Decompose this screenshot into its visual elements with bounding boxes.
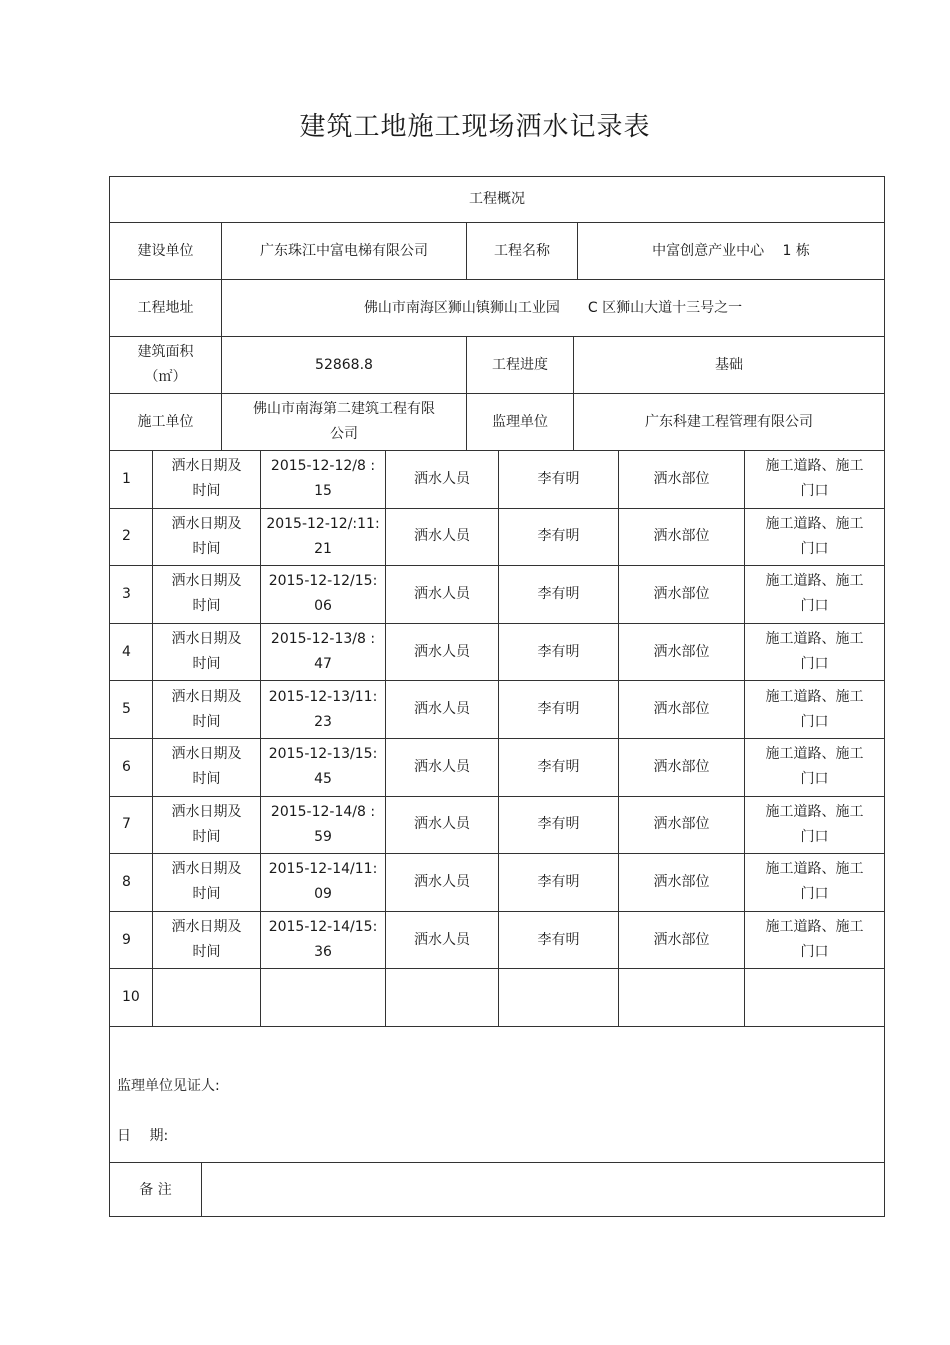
address-label: 工程地址	[137, 299, 194, 316]
record-date-label-line1: 洒水日期及	[171, 803, 242, 820]
area-label-line2: （㎡）	[144, 369, 187, 385]
record-part-label: 洒水部位	[653, 816, 710, 833]
record-person: 李有明	[537, 931, 580, 948]
record-person: 李有明	[537, 873, 580, 890]
project-name-value: 中富创意产业中心 1 栋	[652, 242, 810, 259]
record-datetime-line1: 2015-12-12/:11:	[266, 515, 380, 532]
record-datetime	[261, 797, 385, 854]
record-date-label	[153, 854, 260, 911]
record-part-line2: 门口	[800, 656, 829, 673]
record-part	[745, 854, 884, 911]
record-datetime	[261, 854, 385, 911]
record-part	[745, 451, 884, 508]
constructor-value-line2: 公司	[330, 426, 358, 442]
page-title: 建筑工地施工现场洒水记录表	[299, 112, 651, 142]
record-date-label-line1: 洒水日期及	[171, 573, 242, 590]
record-person: 李有明	[537, 816, 580, 833]
constructor-value	[222, 394, 466, 450]
record-date-label-line2: 时间	[192, 656, 221, 673]
record-person: 李有明	[537, 528, 580, 545]
record-part	[745, 912, 884, 969]
record-part	[745, 739, 884, 796]
record-part	[745, 969, 884, 1026]
record-part-label: 洒水部位	[653, 585, 710, 602]
record-part	[745, 566, 884, 623]
record-datetime-line1: 2015-12-13/8 :	[270, 631, 376, 648]
record-part-label: 洒水部位	[653, 643, 710, 660]
record-date-label-line2: 时间	[192, 886, 221, 903]
area-label	[110, 337, 221, 393]
progress-label: 工程进度	[492, 356, 548, 373]
record-datetime	[261, 566, 385, 623]
record-date-label	[153, 797, 260, 854]
record-date-label	[153, 739, 260, 796]
remarks-label: 备 注	[139, 1181, 172, 1198]
record-date-label	[153, 969, 260, 1026]
record-date-label-line2: 时间	[192, 540, 221, 557]
supervisor-label: 监理单位	[492, 413, 548, 430]
record-part-line1: 施工道路、施工	[765, 515, 864, 532]
area-label-line1: 建筑面积	[137, 344, 194, 360]
record-part-line1: 施工道路、施工	[765, 919, 864, 936]
witness-label: 监理单位见证人:	[117, 1077, 220, 1094]
record-date-label	[153, 566, 260, 623]
progress-value: 基础	[715, 356, 743, 373]
record-person: 李有明	[537, 701, 580, 718]
record-part-label: 洒水部位	[653, 931, 710, 948]
record-part-line2: 门口	[800, 944, 829, 961]
record-part-line2: 门口	[800, 713, 829, 730]
record-part	[745, 681, 884, 738]
record-person-label: 洒水人员	[414, 873, 470, 890]
record-part-line1: 施工道路、施工	[765, 746, 864, 763]
record-person: 李有明	[537, 470, 580, 487]
record-part-label: 洒水部位	[653, 528, 710, 545]
record-person-label: 洒水人员	[414, 585, 470, 602]
record-datetime-line1: 2015-12-14/11:	[268, 861, 378, 878]
record-person-label: 洒水人员	[414, 470, 470, 487]
remarks-value	[202, 1163, 884, 1217]
record-no: 7	[122, 816, 131, 833]
date-label: 日 期:	[117, 1127, 169, 1144]
record-date-label-line2: 时间	[192, 598, 221, 615]
record-person-label: 洒水人员	[414, 643, 470, 660]
record-person-label: 洒水人员	[414, 931, 470, 948]
record-date-label-line2: 时间	[192, 944, 221, 961]
record-date-label	[153, 451, 260, 508]
record-no: 6	[122, 758, 131, 775]
record-part-line1: 施工道路、施工	[765, 688, 864, 705]
record-part-line2: 门口	[800, 828, 829, 845]
record-no: 10	[122, 989, 140, 1006]
record-part-line2: 门口	[800, 886, 829, 903]
record-person: 李有明	[537, 758, 580, 775]
record-date-label	[153, 509, 260, 566]
record-date-label-line1: 洒水日期及	[171, 515, 242, 532]
record-datetime	[261, 509, 385, 566]
record-datetime-line1: 2015-12-12/8 :	[270, 458, 376, 475]
record-person-label: 洒水人员	[414, 816, 470, 833]
record-datetime	[261, 681, 385, 738]
record-datetime	[261, 969, 385, 1026]
record-no: 9	[122, 931, 131, 948]
record-person-label: 洒水人员	[414, 758, 470, 775]
record-datetime-line1: 2015-12-14/15:	[268, 919, 378, 936]
record-date-label-line2: 时间	[192, 828, 221, 845]
record-no: 4	[122, 643, 131, 660]
record-person-label: 洒水人员	[414, 528, 470, 545]
record-datetime	[261, 451, 385, 508]
overview-header: 工程概况	[469, 191, 525, 207]
record-datetime	[261, 624, 385, 681]
builder-value: 广东珠江中富电梯有限公司	[260, 242, 428, 259]
record-date-label-line1: 洒水日期及	[171, 688, 242, 705]
record-person-label: 洒水人员	[414, 701, 470, 718]
record-datetime-line1: 2015-12-13/15:	[268, 746, 378, 763]
record-no: 1	[122, 470, 131, 487]
address-value: 佛山市南海区狮山镇狮山工业园 C 区狮山大道十三号之一	[363, 299, 743, 316]
record-sheet	[109, 176, 885, 1217]
builder-label: 建设单位	[137, 242, 194, 259]
record-part-label: 洒水部位	[653, 470, 710, 487]
record-part-line2: 门口	[800, 771, 829, 788]
record-part-line1: 施工道路、施工	[765, 803, 864, 820]
area-value: 52868.8	[315, 356, 373, 373]
record-part-label: 洒水部位	[653, 701, 710, 718]
record-part-label: 洒水部位	[653, 758, 710, 775]
record-date-label-line2: 时间	[192, 713, 221, 730]
record-person: 李有明	[537, 643, 580, 660]
record-part-line1: 施工道路、施工	[765, 458, 864, 475]
record-part-label: 洒水部位	[653, 873, 710, 890]
record-date-label	[153, 624, 260, 681]
record-no: 2	[122, 528, 131, 545]
record-part-line2: 门口	[800, 598, 829, 615]
record-date-label-line1: 洒水日期及	[171, 861, 242, 878]
record-no: 5	[122, 701, 131, 718]
record-date-label-line1: 洒水日期及	[171, 458, 242, 475]
record-datetime-line2: 21	[314, 540, 332, 557]
record-part-line2: 门口	[800, 483, 829, 500]
record-date-label-line1: 洒水日期及	[171, 631, 242, 648]
record-datetime-line2: 36	[314, 944, 332, 961]
record-date-label-line2: 时间	[192, 771, 221, 788]
record-part-label	[619, 969, 744, 1026]
record-date-label	[153, 912, 260, 969]
record-datetime-line2: 45	[314, 771, 332, 788]
record-part-line1: 施工道路、施工	[765, 861, 864, 878]
record-datetime-line1: 2015-12-13/11:	[268, 688, 378, 705]
record-datetime-line1: 2015-12-14/8 :	[270, 803, 376, 820]
record-datetime-line2: 47	[314, 656, 332, 673]
record-datetime	[261, 739, 385, 796]
record-person-label	[386, 969, 498, 1026]
supervisor-value: 广东科建工程管理有限公司	[645, 413, 813, 430]
record-datetime-line2: 09	[314, 886, 332, 903]
record-part	[745, 624, 884, 681]
record-person: 李有明	[537, 585, 580, 602]
record-date-label	[153, 681, 260, 738]
record-part-line1: 施工道路、施工	[765, 631, 864, 648]
project-name-label: 工程名称	[494, 242, 550, 259]
record-datetime-line2: 23	[314, 713, 332, 730]
record-part-line2: 门口	[800, 540, 829, 557]
record-date-label-line1: 洒水日期及	[171, 919, 242, 936]
record-datetime-line2: 15	[314, 483, 332, 500]
record-part-line1: 施工道路、施工	[765, 573, 864, 590]
record-date-label-line2: 时间	[192, 483, 221, 500]
record-date-label-line1: 洒水日期及	[171, 746, 242, 763]
record-datetime-line1: 2015-12-12/15:	[268, 573, 378, 590]
constructor-value-line1: 佛山市南海第二建筑工程有限	[253, 401, 435, 417]
record-person	[499, 969, 618, 1026]
record-datetime	[261, 912, 385, 969]
record-no: 3	[122, 585, 131, 602]
record-no: 8	[122, 873, 131, 890]
record-datetime-line2: 06	[314, 598, 332, 615]
constructor-label: 施工单位	[137, 413, 194, 430]
record-part	[745, 509, 884, 566]
record-datetime-line2: 59	[314, 828, 332, 845]
record-part	[745, 797, 884, 854]
